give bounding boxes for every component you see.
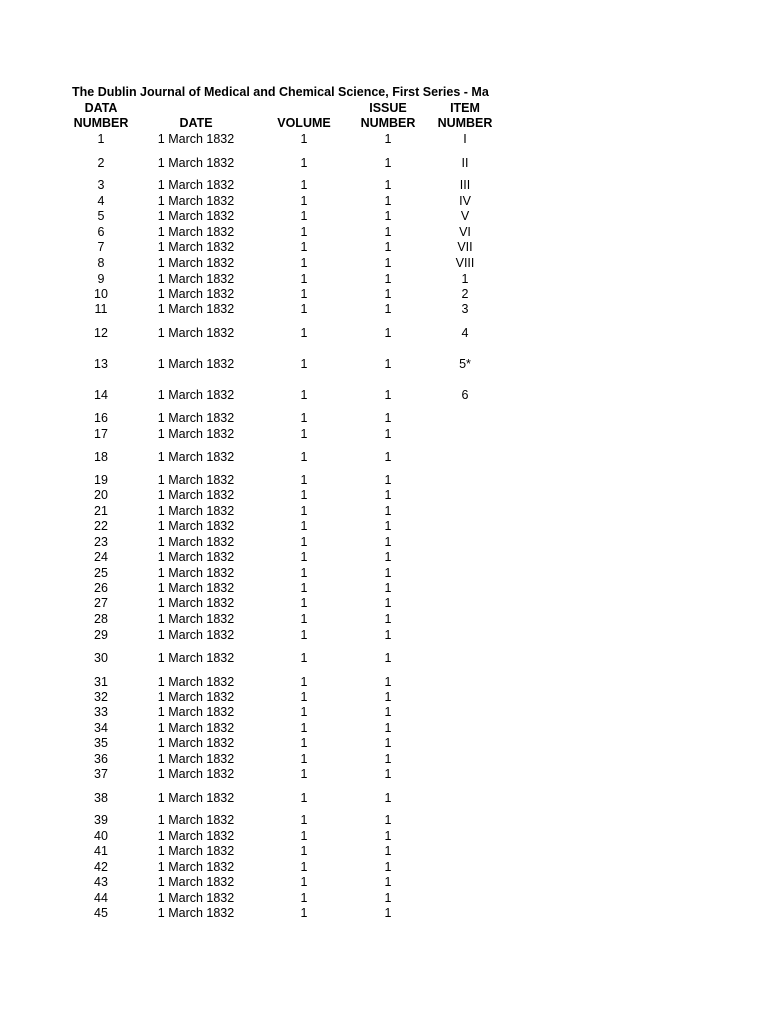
- cell-date: 1 March 1832: [157, 287, 235, 301]
- cell-volume: 1: [300, 156, 308, 170]
- cell-data-number: 24: [94, 550, 108, 564]
- cell-volume: 1: [300, 721, 308, 735]
- cell-date: 1 March 1832: [157, 411, 235, 425]
- cell-volume: 1: [300, 581, 308, 595]
- cell-issue-number: 1: [384, 411, 392, 425]
- cell-data-number: 5: [97, 209, 105, 223]
- header-data-number-line2: NUMBER: [73, 116, 129, 130]
- cell-volume: 1: [300, 411, 308, 425]
- cell-date: 1 March 1832: [157, 519, 235, 533]
- cell-issue-number: 1: [384, 891, 392, 905]
- cell-data-number: 25: [94, 566, 108, 580]
- cell-data-number: 12: [94, 326, 108, 340]
- cell-item-number: III: [459, 178, 471, 192]
- cell-item-number: II: [461, 156, 469, 170]
- cell-volume: 1: [300, 287, 308, 301]
- cell-item-number: [430, 473, 500, 487]
- header-volume-line2: VOLUME: [277, 116, 331, 130]
- cell-issue-number: 1: [384, 628, 392, 642]
- cell-item-number: [430, 651, 500, 665]
- cell-issue-number: 1: [384, 844, 392, 858]
- cell-item-number: [430, 875, 500, 889]
- cell-date: 1 March 1832: [157, 209, 235, 223]
- cell-issue-number: 1: [384, 194, 392, 208]
- cell-data-number: 1: [97, 132, 105, 146]
- cell-issue-number: 1: [384, 256, 392, 270]
- cell-date: 1 March 1832: [157, 690, 235, 704]
- cell-data-number: 40: [94, 829, 108, 843]
- header-issue-number-line2: NUMBER: [360, 116, 416, 130]
- cell-item-number: VI: [459, 225, 471, 239]
- cell-data-number: 16: [94, 411, 108, 425]
- cell-issue-number: 1: [384, 535, 392, 549]
- cell-issue-number: 1: [384, 519, 392, 533]
- cell-issue-number: 1: [384, 272, 392, 286]
- cell-data-number: 11: [94, 302, 108, 316]
- header-issue-number-line1: ISSUE: [369, 101, 407, 115]
- cell-date: 1 March 1832: [157, 891, 235, 905]
- cell-data-number: 35: [94, 736, 108, 750]
- cell-volume: 1: [300, 675, 308, 689]
- cell-item-number: [430, 705, 500, 719]
- cell-volume: 1: [300, 504, 308, 518]
- cell-issue-number: 1: [384, 225, 392, 239]
- header-item-number-line2: NUMBER: [437, 116, 493, 130]
- cell-item-number: [430, 844, 500, 858]
- cell-volume: 1: [300, 596, 308, 610]
- document-title: The Dublin Journal of Medical and Chemical Science, First Series - Ma: [72, 85, 489, 99]
- cell-data-number: 44: [94, 891, 108, 905]
- cell-issue-number: 1: [384, 675, 392, 689]
- header-date: [146, 101, 246, 131]
- cell-volume: 1: [300, 736, 308, 750]
- cell-issue-number: 1: [384, 566, 392, 580]
- cell-data-number: 39: [94, 813, 108, 827]
- cell-date: 1 March 1832: [157, 225, 235, 239]
- cell-issue-number: 1: [384, 791, 392, 805]
- cell-date: 1 March 1832: [157, 256, 235, 270]
- cell-item-number: [430, 675, 500, 689]
- cell-issue-number: 1: [384, 450, 392, 464]
- cell-data-number: 13: [94, 357, 108, 371]
- cell-date: 1 March 1832: [157, 736, 235, 750]
- cell-issue-number: 1: [384, 488, 392, 502]
- cell-data-number: 21: [94, 504, 108, 518]
- cell-date: 1 March 1832: [157, 473, 235, 487]
- header-data-number-line1: DATA: [84, 101, 118, 115]
- cell-date: 1 March 1832: [157, 326, 235, 340]
- cell-issue-number: 1: [384, 240, 392, 254]
- cell-data-number: 33: [94, 705, 108, 719]
- cell-issue-number: 1: [384, 581, 392, 595]
- cell-volume: 1: [300, 488, 308, 502]
- cell-item-number: IV: [459, 194, 471, 208]
- cell-volume: 1: [300, 690, 308, 704]
- cell-date: 1 March 1832: [157, 450, 235, 464]
- cell-issue-number: 1: [384, 906, 392, 920]
- cell-volume: 1: [300, 225, 308, 239]
- cell-date: 1 March 1832: [157, 705, 235, 719]
- cell-volume: 1: [300, 302, 308, 316]
- cell-date: 1 March 1832: [157, 156, 235, 170]
- cell-volume: 1: [300, 612, 308, 626]
- cell-data-number: 4: [97, 194, 105, 208]
- cell-volume: 1: [300, 450, 308, 464]
- cell-item-number: [430, 906, 500, 920]
- cell-data-number: 34: [94, 721, 108, 735]
- cell-volume: 1: [300, 535, 308, 549]
- cell-issue-number: 1: [384, 651, 392, 665]
- cell-date: 1 March 1832: [157, 844, 235, 858]
- cell-date: 1 March 1832: [157, 550, 235, 564]
- cell-volume: 1: [300, 860, 308, 874]
- cell-data-number: 27: [94, 596, 108, 610]
- cell-data-number: 37: [94, 767, 108, 781]
- cell-data-number: 22: [94, 519, 108, 533]
- cell-volume: 1: [300, 519, 308, 533]
- cell-item-number: [430, 736, 500, 750]
- cell-volume: 1: [300, 891, 308, 905]
- cell-date: 1 March 1832: [157, 829, 235, 843]
- cell-date: 1 March 1832: [157, 504, 235, 518]
- cell-date: 1 March 1832: [157, 566, 235, 580]
- cell-data-number: 32: [94, 690, 108, 704]
- cell-issue-number: 1: [384, 596, 392, 610]
- header-date-line1: [146, 101, 246, 116]
- cell-issue-number: 1: [384, 767, 392, 781]
- cell-data-number: 9: [97, 272, 105, 286]
- cell-item-number: [430, 535, 500, 549]
- cell-data-number: 45: [94, 906, 108, 920]
- cell-issue-number: 1: [384, 209, 392, 223]
- cell-volume: 1: [300, 791, 308, 805]
- cell-issue-number: 1: [384, 829, 392, 843]
- cell-item-number: [430, 596, 500, 610]
- cell-date: 1 March 1832: [157, 581, 235, 595]
- cell-item-number: [430, 612, 500, 626]
- cell-issue-number: 1: [384, 504, 392, 518]
- cell-issue-number: 1: [384, 287, 392, 301]
- cell-item-number: [430, 752, 500, 766]
- cell-item-number: 2: [461, 287, 469, 301]
- cell-date: 1 March 1832: [157, 302, 235, 316]
- cell-date: 1 March 1832: [157, 651, 235, 665]
- cell-item-number: V: [460, 209, 470, 223]
- cell-volume: 1: [300, 240, 308, 254]
- cell-data-number: 19: [94, 473, 108, 487]
- cell-data-number: 31: [94, 675, 108, 689]
- cell-issue-number: 1: [384, 132, 392, 146]
- cell-volume: 1: [300, 256, 308, 270]
- cell-data-number: 7: [97, 240, 105, 254]
- cell-data-number: 38: [94, 791, 108, 805]
- cell-volume: 1: [300, 550, 308, 564]
- cell-issue-number: 1: [384, 612, 392, 626]
- cell-data-number: 26: [94, 581, 108, 595]
- cell-date: 1 March 1832: [157, 272, 235, 286]
- cell-data-number: 8: [97, 256, 105, 270]
- cell-data-number: 36: [94, 752, 108, 766]
- cell-issue-number: 1: [384, 326, 392, 340]
- header-issue-number: [353, 101, 423, 131]
- cell-date: 1 March 1832: [157, 596, 235, 610]
- cell-item-number: [430, 690, 500, 704]
- cell-date: 1 March 1832: [157, 388, 235, 402]
- cell-item-number: [430, 829, 500, 843]
- cell-item-number: [430, 813, 500, 827]
- cell-volume: 1: [300, 752, 308, 766]
- cell-data-number: 30: [94, 651, 108, 665]
- cell-data-number: 42: [94, 860, 108, 874]
- cell-issue-number: 1: [384, 752, 392, 766]
- cell-item-number: 3: [461, 302, 469, 316]
- cell-data-number: 29: [94, 628, 108, 642]
- cell-issue-number: 1: [384, 690, 392, 704]
- cell-issue-number: 1: [384, 813, 392, 827]
- cell-item-number: I: [463, 132, 467, 146]
- cell-volume: 1: [300, 388, 308, 402]
- cell-volume: 1: [300, 427, 308, 441]
- cell-volume: 1: [300, 767, 308, 781]
- cell-volume: 1: [300, 209, 308, 223]
- cell-volume: 1: [300, 651, 308, 665]
- cell-volume: 1: [300, 813, 308, 827]
- cell-date: 1 March 1832: [157, 813, 235, 827]
- cell-issue-number: 1: [384, 721, 392, 735]
- header-date-line2: DATE: [179, 116, 213, 130]
- cell-item-number: [430, 566, 500, 580]
- cell-item-number: VIII: [455, 256, 475, 270]
- cell-item-number: 1: [461, 272, 469, 286]
- cell-volume: 1: [300, 844, 308, 858]
- cell-item-number: [430, 628, 500, 642]
- cell-volume: 1: [300, 906, 308, 920]
- cell-item-number: 4: [461, 326, 469, 340]
- cell-date: 1 March 1832: [157, 612, 235, 626]
- header-volume-line1: [269, 101, 339, 116]
- cell-data-number: 14: [94, 388, 108, 402]
- cell-item-number: [430, 488, 500, 502]
- cell-volume: 1: [300, 566, 308, 580]
- cell-issue-number: 1: [384, 736, 392, 750]
- cell-data-number: 43: [94, 875, 108, 889]
- cell-data-number: 10: [94, 287, 108, 301]
- header-volume: [269, 101, 339, 131]
- cell-data-number: 6: [97, 225, 105, 239]
- cell-date: 1 March 1832: [157, 132, 235, 146]
- cell-date: 1 March 1832: [157, 767, 235, 781]
- cell-issue-number: 1: [384, 860, 392, 874]
- cell-date: 1 March 1832: [157, 752, 235, 766]
- cell-item-number: [430, 581, 500, 595]
- cell-date: 1 March 1832: [157, 488, 235, 502]
- cell-item-number: [430, 860, 500, 874]
- cell-date: 1 March 1832: [157, 357, 235, 371]
- cell-issue-number: 1: [384, 156, 392, 170]
- cell-issue-number: 1: [384, 302, 392, 316]
- cell-volume: 1: [300, 132, 308, 146]
- cell-data-number: 18: [94, 450, 108, 464]
- cell-volume: 1: [300, 473, 308, 487]
- header-item-number-line1: ITEM: [450, 101, 480, 115]
- cell-issue-number: 1: [384, 388, 392, 402]
- cell-date: 1 March 1832: [157, 194, 235, 208]
- cell-item-number: [430, 767, 500, 781]
- cell-issue-number: 1: [384, 178, 392, 192]
- cell-item-number: 5*: [459, 357, 471, 371]
- cell-item-number: 6: [461, 388, 469, 402]
- cell-issue-number: 1: [384, 705, 392, 719]
- cell-item-number: [430, 519, 500, 533]
- cell-data-number: 28: [94, 612, 108, 626]
- cell-date: 1 March 1832: [157, 178, 235, 192]
- cell-item-number: VII: [457, 240, 473, 254]
- cell-volume: 1: [300, 178, 308, 192]
- cell-date: 1 March 1832: [157, 875, 235, 889]
- cell-volume: 1: [300, 829, 308, 843]
- cell-volume: 1: [300, 194, 308, 208]
- cell-volume: 1: [300, 628, 308, 642]
- cell-issue-number: 1: [384, 427, 392, 441]
- cell-date: 1 March 1832: [157, 675, 235, 689]
- cell-date: 1 March 1832: [157, 860, 235, 874]
- header-item-number: [430, 101, 500, 131]
- cell-date: 1 March 1832: [157, 240, 235, 254]
- cell-item-number: [430, 791, 500, 805]
- cell-data-number: 20: [94, 488, 108, 502]
- cell-item-number: [430, 721, 500, 735]
- cell-volume: 1: [300, 875, 308, 889]
- cell-date: 1 March 1832: [157, 628, 235, 642]
- cell-item-number: [430, 427, 500, 441]
- cell-item-number: [430, 891, 500, 905]
- cell-volume: 1: [300, 272, 308, 286]
- cell-data-number: 2: [97, 156, 105, 170]
- cell-issue-number: 1: [384, 473, 392, 487]
- cell-issue-number: 1: [384, 357, 392, 371]
- cell-date: 1 March 1832: [157, 906, 235, 920]
- cell-data-number: 17: [94, 427, 108, 441]
- cell-date: 1 March 1832: [157, 721, 235, 735]
- cell-volume: 1: [300, 705, 308, 719]
- cell-date: 1 March 1832: [157, 535, 235, 549]
- cell-item-number: [430, 504, 500, 518]
- cell-data-number: 3: [97, 178, 105, 192]
- cell-item-number: [430, 411, 500, 425]
- cell-item-number: [430, 450, 500, 464]
- cell-volume: 1: [300, 357, 308, 371]
- cell-volume: 1: [300, 326, 308, 340]
- cell-issue-number: 1: [384, 875, 392, 889]
- cell-date: 1 March 1832: [157, 427, 235, 441]
- cell-item-number: [430, 550, 500, 564]
- cell-issue-number: 1: [384, 550, 392, 564]
- cell-data-number: 41: [94, 844, 108, 858]
- header-data-number: [66, 101, 136, 131]
- cell-data-number: 23: [94, 535, 108, 549]
- cell-date: 1 March 1832: [157, 791, 235, 805]
